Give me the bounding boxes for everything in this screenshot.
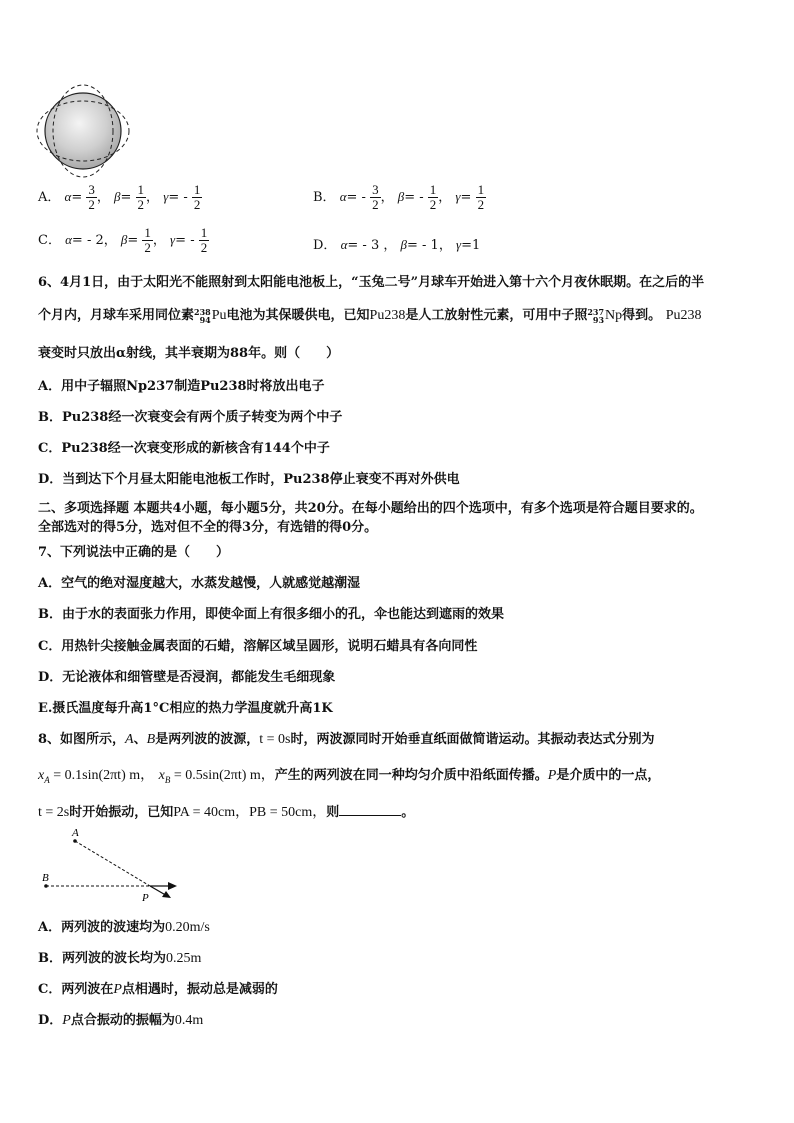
figure-label-a: A (72, 827, 79, 839)
isotope-notation: 238 94 (194, 306, 211, 325)
q6-option-b: B．Pu238经一次衰变会有两个质子转变为两个中子 (38, 410, 343, 425)
wave-sources-diagram (38, 825, 188, 905)
q5-option-d: D． α= - 3 ， β= - 1， γ=1 (313, 237, 481, 253)
fraction: $\frac{3}{2}$ (372, 182, 379, 212)
q6-option-d: D．当到达下个月昼太阳能电池板工作时，Pu238停止衰变不再对外供电 (38, 472, 460, 487)
q7-option-e: E.摄氏温度每升高1°C相应的热力学温度就升高1K (38, 701, 333, 716)
q6-option-a: A．用中子辐照Np237制造Pu238时将放出电子 (38, 379, 325, 394)
q7-option-a: A．空气的绝对湿度越大，水蒸发越慢，人就感觉越潮湿 (38, 576, 361, 591)
fraction: $\frac{3}{2}$ (88, 182, 95, 212)
fraction: $\frac{1}{2}$ (429, 182, 437, 212)
q6-stem-line3: 衰变时只放出α射线，其半衰期为88年。则（ ） (38, 346, 340, 361)
q8-stem-line1: 8、如图所示，A、B是两列波的波源，t = 0s时，两波源同时开始垂直纸面做简谐运动。其振动表达式分别为 (38, 732, 655, 747)
q6-stem-line1: 6、4月1日，由于太阳光不能照射到太阳能电池板上，“玉兔二号”月球车开始进入第十六个月夜休眠期。在之后的半 (38, 275, 705, 290)
figure-label-b: B (42, 872, 49, 884)
q7-option-d: D．无论液体和细管壁是否浸润，都能发生毛细现象 (38, 670, 336, 685)
fraction: $\frac{1}{2}$ (193, 182, 201, 212)
q6-stem-line2: 个月内，月球车采用同位素 238 94 Pu电池为其保暖供电，已知Pu238是人工放射性元素，可用中子照 237 93 Np得到。 Pu238 (38, 306, 702, 325)
q8-stem-line2: $x_A = 0.1\sin(2\pi t)$ m， $x_B = 0.5\sin(2\pi t)$ m，产生的两列波在同一种均匀介质中沿纸面传播。P是介质中的一点， (38, 768, 661, 785)
q8-stem-line3: t = 2s时开始振动，已知PA = 40cm，PB = 50cm，则 。 (38, 805, 415, 820)
answer-blank (339, 803, 401, 816)
solid-sphere (45, 93, 121, 169)
q7-option-c: C．用热针尖接触金属表面的石蜡，溶解区域呈圆形，说明石蜡具有各向同性 (38, 639, 478, 654)
arrow-head-bp (168, 882, 177, 890)
figure-label-p: P (142, 892, 149, 904)
deformation-figure (36, 82, 132, 180)
q7-option-b: B．由于水的表面张力作用，即使伞面上有很多细小的孔，伞也能达到遮雨的效果 (38, 607, 504, 622)
isotope-notation: 237 93 (587, 306, 605, 325)
fraction: $\frac{1}{2}$ (477, 182, 485, 212)
fraction: $\frac{1}{2}$ (137, 182, 145, 212)
q7-stem: 7、下列说法中正确的是（ ） (38, 545, 230, 560)
q5-option-a: A． α= $\frac{3}{2}$ ， β= $\frac{1}{2}$ ， γ= - $\frac{1}{2}$ (38, 182, 201, 212)
q8-option-b: B．两列波的波长均为0.25m (38, 951, 202, 966)
arrow-head-ap (162, 891, 171, 898)
q8-option-a: A．两列波的波速均为0.20m/s (38, 920, 210, 935)
q5-option-c: C． α= - 2， β= $\frac{1}{2}$ ， γ= - $\frac{1}{2}$ (38, 225, 208, 255)
q8-option-c: C．两列波在P点相遇时，振动总是减弱的 (38, 982, 278, 997)
q6-option-c: C．Pu238经一次衰变形成的新核含有144个中子 (38, 441, 330, 456)
fraction: $\frac{1}{2}$ (144, 225, 151, 255)
section2-heading-line2: 全部选对的得5分，选对但不全的得3分，有选错的得0分。 (38, 520, 378, 535)
q5-option-b: B． α= - $\frac{3}{2}$ ， β= - $\frac{1}{2}$ ， γ= $\frac{1}{2}$ (313, 182, 485, 212)
fraction: $\frac{1}{2}$ (200, 225, 208, 255)
q8-option-d: D．P点合振动的振幅为0.4m (38, 1013, 204, 1028)
section2-heading-line1: 二、多项选择题 本题共4小题，每小题5分，共20分。在每小题给出的四个选项中，有多个选项是符合题目要求的。 (38, 501, 703, 516)
line-ap (75, 841, 150, 886)
